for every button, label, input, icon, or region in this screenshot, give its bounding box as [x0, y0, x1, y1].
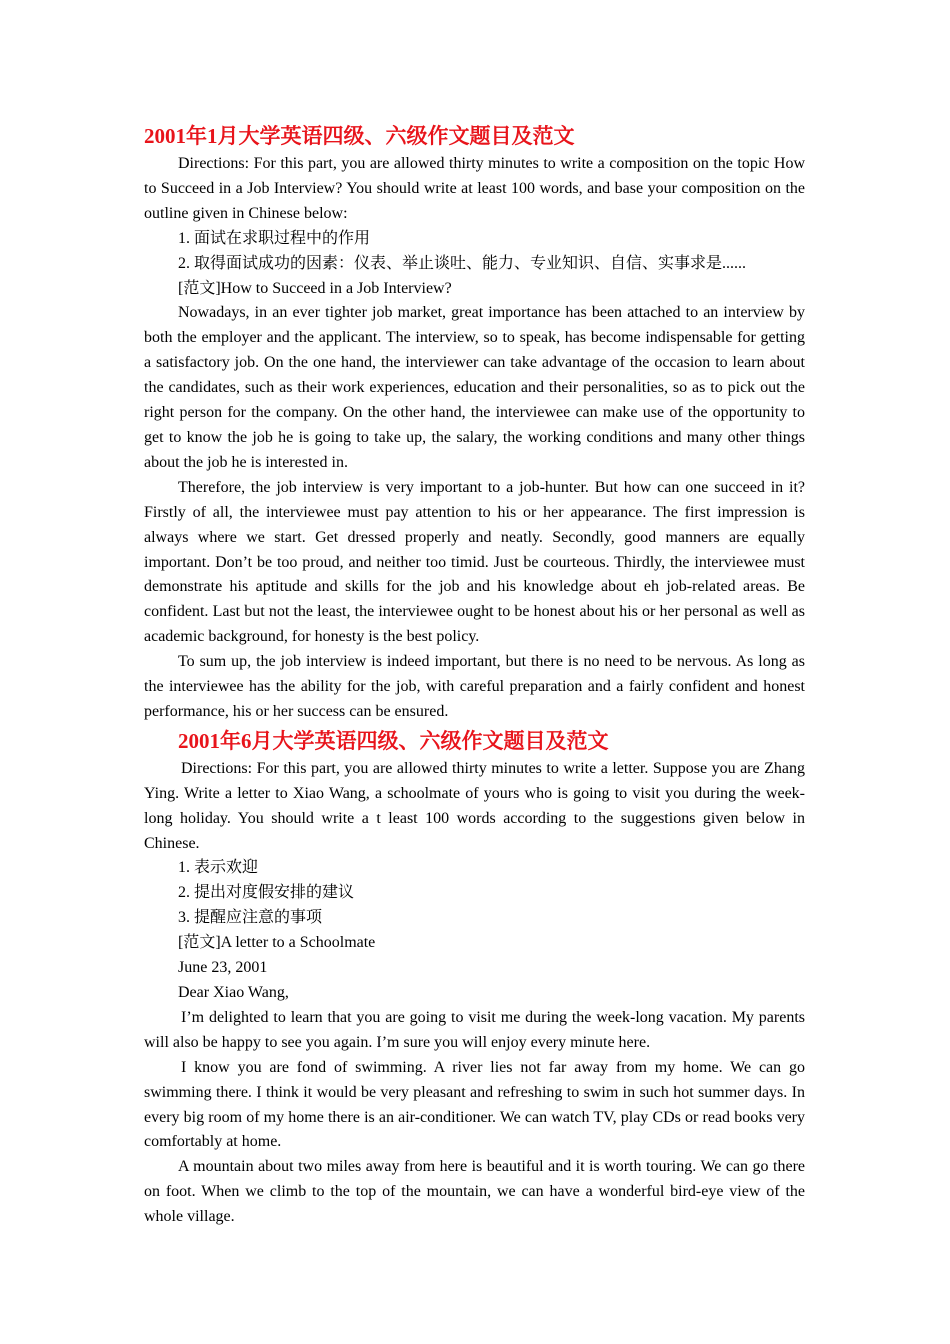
- section1-model-title: [范文]How to Succeed in a Job Interview?: [178, 279, 452, 297]
- section1-paragraph: Therefore, the job interview is very important to a job-hunter. But how can one succeed in it? Firstly of all, the interviewee must pay attention to his or her appearance. The first impression is always where we start. Get dressed properly and neatly. Secondly, good manners are equally important. Don’t be too proud, and neither too timid. Just be courteous. Thirdly, the interviewee must demonstrate his aptitude and skills for the job and his knowledge about eh job-related areas. Be confident. Last but not the least, the interviewee ought to be honest about his or her personal as well as academic background, for honesty is the best policy.: [144, 478, 805, 646]
- section1-directions: Directions: For this part, you are allowed thirty minutes to write a composition on the topic How to Succeed in a Job Interview? You should write at least 100 words, and base your composition on the outline given in Chinese below:: [144, 155, 805, 222]
- section2-outline-item: 2. 提出对度假安排的建议: [178, 884, 355, 902]
- letter-date: June 23, 2001: [178, 959, 268, 977]
- letter-paragraph: I’m delighted to learn that you are going to visit me during the week-long vacation. My parents will also be happy to see you again. I’m sure you will enjoy every minute here.: [144, 1008, 805, 1051]
- letter-paragraph: I know you are fond of swimming. A river lies not far away from my home. We can go swimming there. I think it would be very pleasant and refreshing to swim in such hot summer days. In every big room of my home there is an air-conditioner. We can watch TV, play CDs or read books very comfortably at home.: [144, 1058, 805, 1151]
- section2-model-title: [范文]A letter to a Schoolmate: [178, 934, 376, 952]
- section2-outline-item: 1. 表示欢迎: [178, 859, 259, 877]
- section2-title: 2001年6月大学英语四级、六级作文题目及范文: [178, 728, 609, 753]
- letter-salutation: Dear Xiao Wang,: [178, 984, 289, 1001]
- section2-directions: Directions: For this part, you are allowed thirty minutes to write a letter. Suppose you are Zhang Ying. Write a letter to Xiao Wang, a schoolmate of yours who is going to visit you during the week-long holiday. You should write a t least 100 words according to the suggestions given below in Chinese.: [144, 759, 805, 852]
- section1-paragraph: To sum up, the job interview is indeed important, but there is no need to be nervous. As long as the interviewee has the ability for the job, with careful preparation and a fairly confident and honest performance, his or her success can be ensured.: [144, 653, 805, 720]
- letter-paragraph: A mountain about two miles away from here is beautiful and it is worth touring. We can go there on foot. When we climb to the top of the mountain, we can have a wonderful bird-eye view of the whole village.: [144, 1158, 805, 1226]
- document-page: [144, 120, 805, 1230]
- section1-outline-item: 1. 面试在求职过程中的作用: [178, 229, 371, 247]
- section1-paragraph: Nowadays, in an ever tighter job market, great importance has been attached to an interview by both the employer and the applicant. The interview, so to speak, has become indispensable for getting a satisfactory job. On the one hand, the interviewer can take advantage of the occasion to learn about the candidates, such as their work experiences, education and their personalities, so as to pick out the right person for the company. On the other hand, the interviewee can make use of the opportunity to get to know the job he is going to take up, the salary, the working conditions and many other things about the job he is interested in.: [144, 304, 805, 471]
- section1-title: 2001年1月大学英语四级、六级作文题目及范文: [144, 124, 575, 148]
- section1-outline-item: 2. 取得面试成功的因素：仪表、举止谈吐、能力、专业知识、自信、实事求是......: [178, 254, 747, 272]
- section2-outline-item: 3. 提醒应注意的事项: [178, 909, 323, 927]
